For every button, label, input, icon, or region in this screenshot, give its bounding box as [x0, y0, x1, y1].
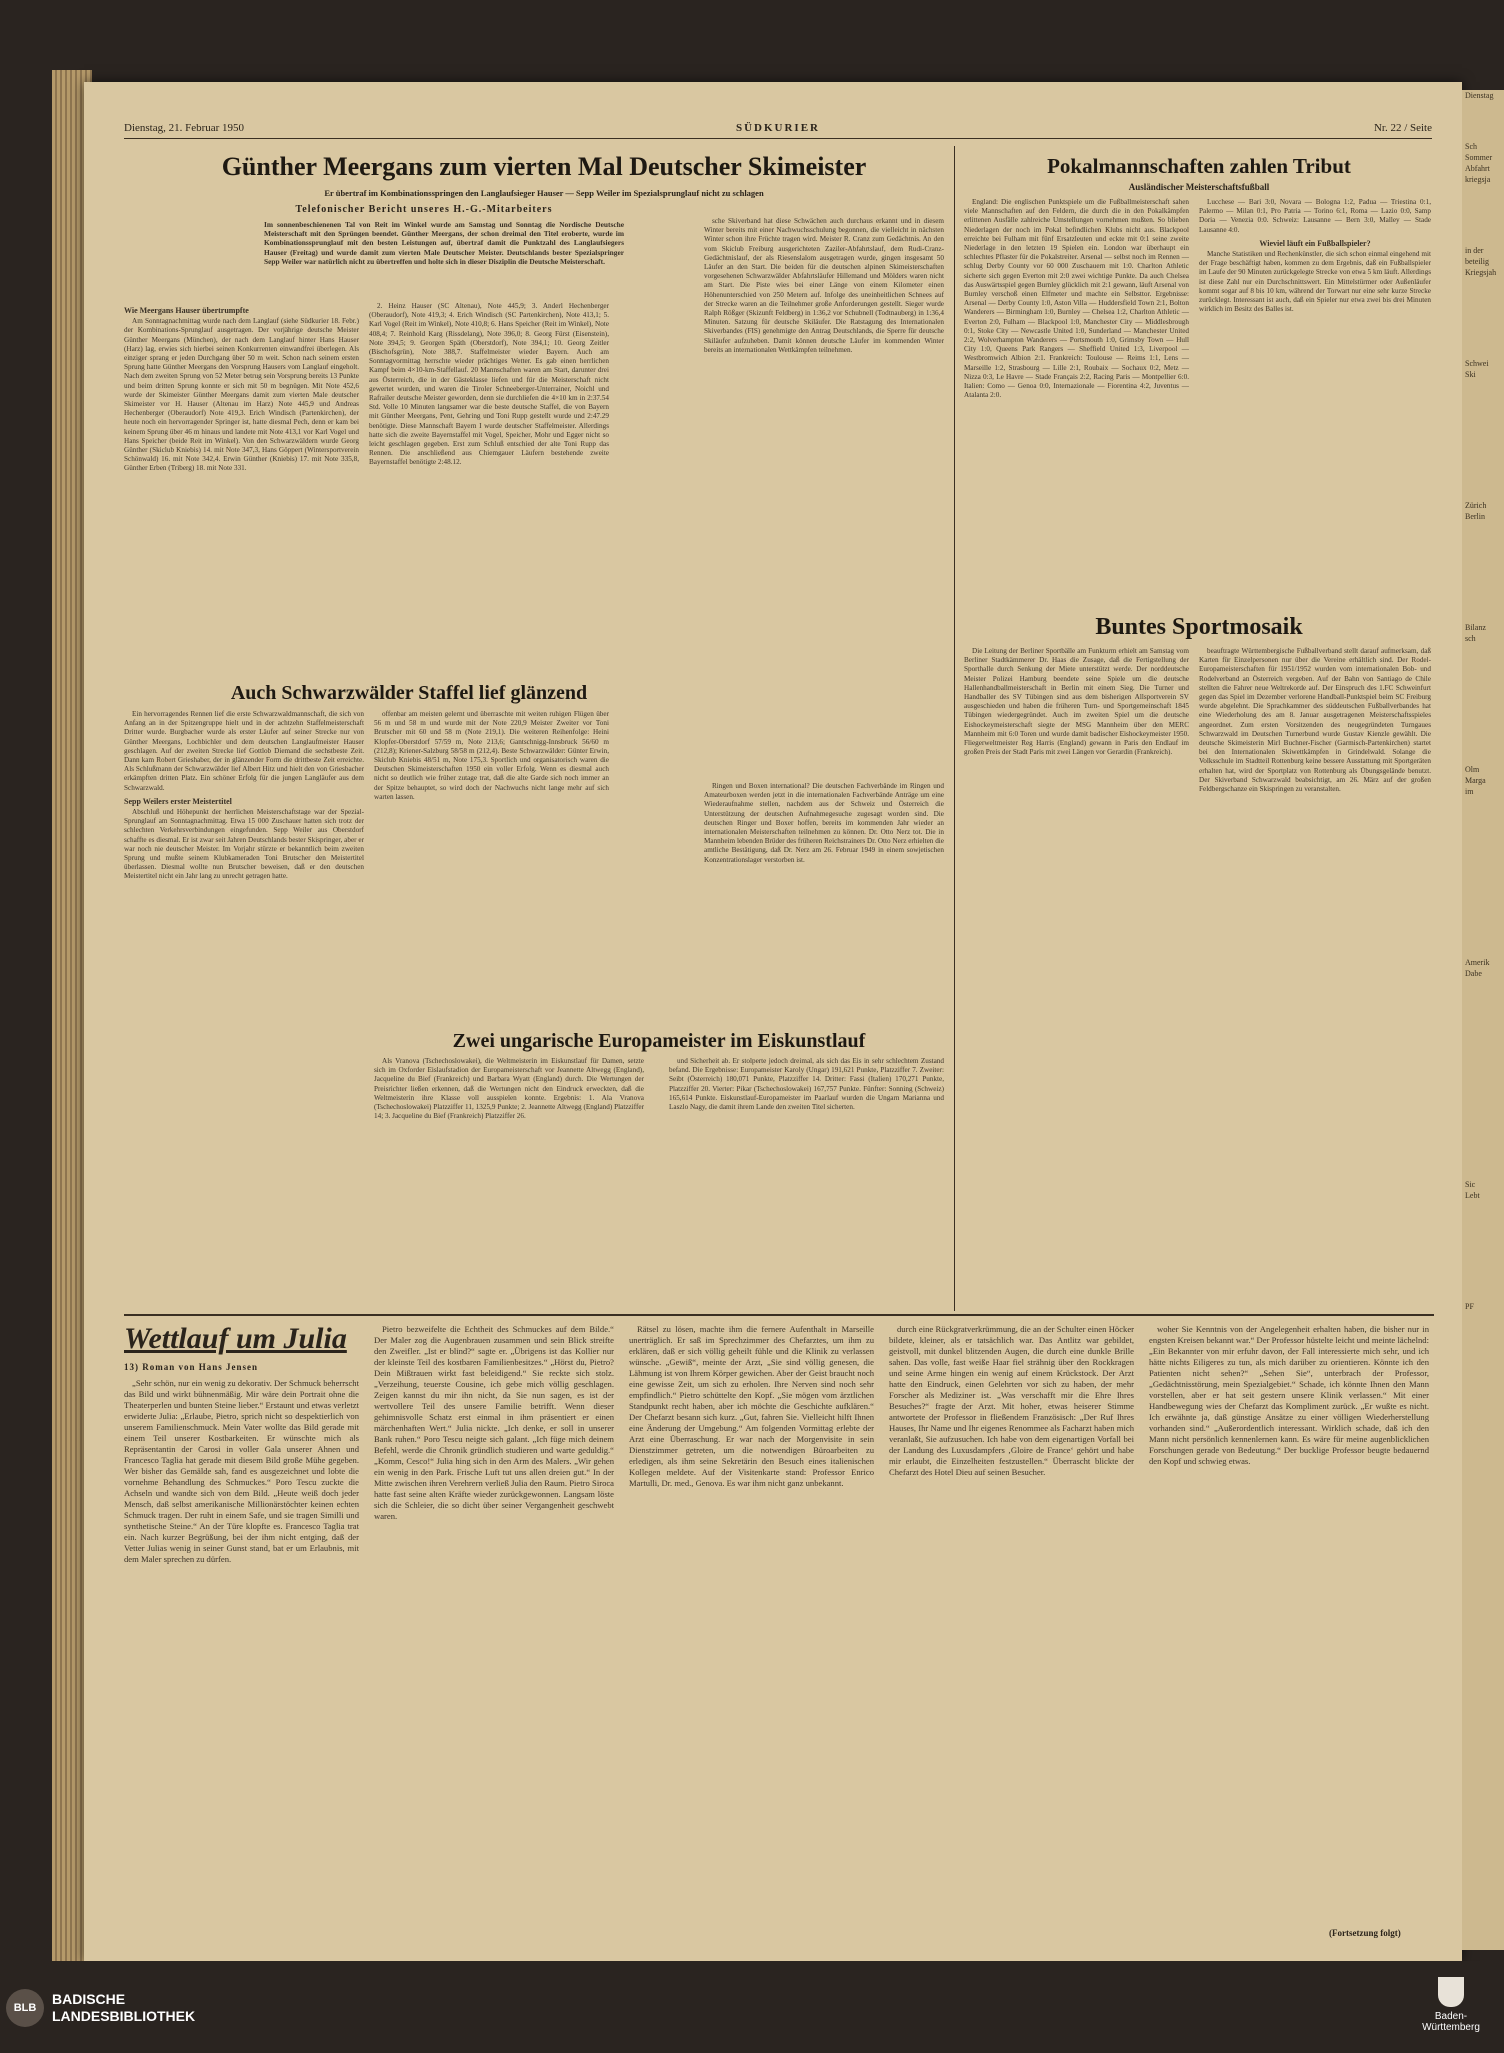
fragment-text: sch [1465, 634, 1476, 643]
fragment-text: Sch [1465, 142, 1477, 151]
section-heading: Sepp Weilers erster Meistertitel [124, 796, 232, 806]
fragment-text: Bilanz [1465, 623, 1486, 632]
fragment-text: Schwei [1465, 359, 1489, 368]
paragraph: „Sehr schön, nur ein wenig zu dekorativ. Der Schmuck beherrscht das Bild und wirkt bühnenmäßig. Mir wäre dein Portrait ohne die Theaterperlen und bunten Steine lieber.“ Erstaunt und etwas verletzt erwiderte Julia: „Erlaube, Pietro, sprich nicht so despektierlich von unserem Familienschmuck. Mein Vater wollte das Bild gerade mit einem Teil unserer Kostbarkeiten. Er wünschte mich als Repräsentantin der Carosi in voller Gala unserer Ahnen und Francesco Taglia hat gerade mit diesem Bild große Mühe gegeben. Wer bisher das Gemälde sah, fand es ausgezeichnet und lobte die vornehme Behandlung des Schmuckes.“ Poro Tescu zuckte die Achseln und wandte sich von dem Bild. „Heute weiß doch jeder Mensch, daß selbst amerikanische Millionärstöchter keinen echten Schmuck tragen. Der ruht in einem Safe, und sie tragen Similli und synthetische Steine.“ An der Türe klopfte es. Francesco Taglia trat ein. Nach kurzer Begrüßung, bei der ihm nicht entging, daß der Vetter Julias wenig in seiner Gunst stand, bat er um Erlaubnis, mit dem Maler sprechen zu dürfen. [124, 1378, 359, 1564]
article-byline: Telefonischer Bericht unseres H.-G.-Mitarbeiters [295, 204, 553, 215]
fragment-text: kriegsja [1465, 175, 1491, 184]
library-name-line2: LANDESBIBLIOTHEK [52, 2008, 196, 2024]
paragraph: Rätsel zu lösen, machte ihm die fernere Aufenthalt in Marseille unerträglich. Er saß im Sprechzimmer des Chefarztes, um ihm zu erklären, daß er sich völlig geheilt fühle und die Klinik zu verlassen wünsche. „Gewiß“, meinte der Arzt, „Sie sind völlig genesen, die Lähmung ist von Ihrem Körper gewichen. Aber der Geist braucht noch eine gewisse Zeit, um sich zu erholen. Ihre Nerven sind noch sehr empfindlich.“ Pietro schüttelte den Kopf. „Sie mögen vom ärztlichen Standpunkt recht haben, aber ich möchte die Geschichte aufklären.“ Der Chefarzt besann sich kurz. „Gut, fahren Sie. Vielleicht hilft Ihnen eine Änderung der Umgebung.“ Am folgenden Vormittag erlebte der Arzt eine Überraschung. Er war nach der Morgenvisite in sein Dienstzimmer getreten, um die notwendigen Büroarbeiten zu erledigen, als ihm seine Sekretärin den Besuch eines italienischen Kollegen meldete. Auf der Visitenkarte stand: Professor Enrico Martulli, Dr. med., Genova. Es war ihm nicht ganz unbekannt. [629, 1324, 874, 1488]
paragraph: Abschluß und Höhepunkt der herrlichen Meisterschaftstage war der Spezial-Sprunglauf am Sonntagnachmittag. Etwa 15 000 Zuschauer hatten sich trotz der schlechten Verkehrsverbindungen eingefunden. Sepp Weiler aus Oberstdorf schaffte es diesmal. Er ist zwar seit Jahren Deutschlands bester Skispringer, aber er war noch nie deutscher Meister. Im Vorjahr stürzte er bekanntlich beim zweiten Sprung und mußte seinem Klubkameraden Toni Brutscher den Meistertitel überlassen. Diesmal wollte nun Brutscher beweisen, daß er den deutschen Meistertitel nicht ein Jahr lang zu unrecht getragen hatte. [124, 808, 364, 881]
next-page-edge [1462, 90, 1504, 1950]
fragment-text: beteilig [1465, 257, 1489, 266]
page-header [124, 122, 1432, 139]
fragment-text: Lebt [1465, 1191, 1480, 1200]
article-subtitle-skimeister: Er übertraf im Kombinationsspringen den Langlaufsieger Hauser — Sepp Weiler im Spezialsprunglauf nicht zu schlagen [324, 188, 764, 198]
article5-column-2 [1199, 647, 1431, 1307]
fragment-text: PF [1465, 1302, 1474, 1311]
paragraph: durch eine Rückgratverkrümmung, die an der Schulter einen Höcker bildete, kleiner, als er tatsächlich war. Das Antlitz war gebildet, geistvoll, mit dunkel blitzenden Augen, die durch eine dunkle Brille sahen. Das volle, fast weiße Haar fiel strähnig über den Rockkragen und seine Arme hingen ein wenig auf einem Krückstock. Der Arzt hatte den Eindruck, einen Gelehrten vor sich zu haben, der mehr Forscher als Mediziner ist. „Was verschafft mir die Ehre Ihres Besuches?“ fragte der Arzt. Mit hoher, etwas heiserer Stimme antwortete der Professor in fließendem Französisch: „Der Ruf Ihres Hauses, Ihr Name und Ihr eigenes Renommee als Facharzt haben mich veranlaßt, Sie aufzusuchen. Ich habe von dem eigenartigen Vorfall bei der Landung des Luxusdampfers ‚Gloire de France‘ gehört und habe mir erlaubt, die Einzelheiten festzustellen.“ Überrascht blickte der Chefarzt des Hotel Dieu auf seinen Besucher. [889, 1324, 1134, 1477]
paragraph: und Sicherheit ab. Er stolperte jedoch dreimal, als sich das Eis in sehr schlechtem Zustand befand. Die Ergebnisse: Europameister Karoly (Ungar) 191,621 Punkte, Platzziffer 7. Zweiter: Seibt (Österreich) 180,071 Punkte, Platzziffer 14. Dritter: Fassi (Italien) 170,271 Punkte, Platzziffer 20. Vierter: Pikar (Tschechoslowakei) 167,757 Punkte. Fünfter: Sonning (Schweiz) 165,614 Punkte. Eiskunstlauf-Europameister im Paarlauf wurden die Ungarn Marianna und Laszlo Nagy, die damit ihrem Lande den zweiten Titel sicherten. [669, 1057, 944, 1112]
paragraph: 2. Heinz Hauser (SC Altenau), Note 445,9; 3. Anderl Hechenberger (Oberaudorf), Note 419,3; 4. Erich Windisch (SC Partenkirchen), Note 413,1; 5. Karl Vogel (Reit im Winkel), Note 410,8; 6. Hans Speicher (Reit im Winkel), Note 408,4; 7. Reinhold Karg (Rissdelang), Note 396,0; 8. Georg Fürst (Eisenstein), Note 394,5; 9. Georgen Späth (Oberstdorf), Note 394,1; 10. Georg Zeitler (Bischofsgrün), Note 388,7. Staffelmeister wieder Bayern. Auch am Sonntagvormittag herrschte wieder prächtiges Wetter. Es gab einen herrlichen Kampf beim 4×10-km-Staffellauf. 20 Mannschaften waren am Start, darunter drei aus Österreich, die in der Gästeklasse liefen und für die Meisterschaft nicht gewertet wurden, und waren die Tiroler Schneeberger-Unterrainer, Noichl und Rafrailer deutsche Meister geworden, denn sie durchliefen die 4×10 km in 2:37.54 Std. Volle 10 Minuten langsamer war die beste deutsche Staffel, die von Bayern mit Günther Meergans, Pent, Gehring und Toni Rupp gestellt wurde und 2:47.29 benötigte. Diese Mannschaft Bayern I wurde deutscher Staffelmeister. Allerdings hatte sich die zweite Bayernstaffel mit Vogel, Speicher, Mohr und Egger nicht so leicht geschlagen gegeben. Erst zum Schluß entschied der alte Toni Rupp das Rennen. Die anschließend aus Chiemgauer Läufern bestehende zweite Bayernstaffel benötigte 2:48.12. [369, 302, 609, 467]
article5-column-1 [964, 647, 1189, 1307]
header-paper-name: SÜDKURIER [735, 122, 820, 134]
article-title-skimeister: Günther Meergans zum vierten Mal Deutscher Skimeister [221, 152, 867, 181]
fragment-text: Dabe [1465, 969, 1482, 978]
article-title-eiskunstlauf: Zwei ungarische Europameister im Eiskunstlauf [452, 1030, 866, 1052]
article2-column-1 [124, 710, 364, 1310]
paragraph: England: Die englischen Punktspiele um die Fußballmeisterschaft sahen viele Mannschaften auf den Feldern, die durch die in den Pokalkämpfen erlittenen Ausfälle zahlreiche Umstellungen vornehmen mußten. So blieben Niederlagen der noch im Pokal befindlichen Klubs nicht aus. Blackpool erreichte bei Fulham mit fünf Ersatzleuten und eckte mit 0:1 seine zweite Niederlage in den letzten 19 Spielen ein. London war überhaupt ein schlechtes Pflaster für die Pokalstreiter. Arsenal — selbst noch im Rennen — schlug Derby County vor 60 000 Zuschauern mit 1:0. Charlton Athletic sicherte sich gegen Everton mit 2:0 zwei wichtige Punkte. Da auch Chelsea das Auswärtsspiel gegen Burnley glücklich mit 2:1 gewann, läuft Arsenal von Burnley verschoß einen Elfmeter und machte ein Selbsttor. Ergebnisse: Arsenal — Derby County 1:0, Aston Villa — Huddersfield Town 2:1, Bolton Wanderers — Birmingham 1:0, Burnley — Chelsea 1:2, Charlton Athletic — Everton 2:0, Fulham — Blackpool 1:0, Manchester City — Middlesbrough 0:1, Stoke City — Newcastle United 1:0, Sunderland — Manchester United 2:2, Wolverhampton Wanderers — Portsmouth 1:0, Grimsby Town — Hull City 1:0, Queens Park Rangers — Sheffield United 1:3, Liverpool — Westbromwich Albion 2:1. Frankreich: Toulouse — Reims 1:1, Lens — Marseille 1:2, Strasbourg — Lille 2:1, Roubaix — Sochaux 0:2, Metz — Nizza 0:3, Le Havre — Stade Français 2:2, Racing Paris — Montpellier 6:0. Italien: Como — Genoa 0:0, Internazionale — Fiorentina 4:2, Juventus — Atalanta 2:0. [964, 198, 1189, 400]
article3-column-1 [374, 1057, 644, 1307]
article2-column-3 [704, 782, 944, 1022]
blb-logo-icon: BLB [6, 1989, 44, 2027]
paragraph: offenbar am meisten gelernt und überraschte mit weiten ruhigen Flügen über 56 m und 58 m und wurde mit der Note 220,9 Meister Zweiter vor Toni Brutscher mit 60 und 58 m (Note 219,1). Die weiteren Reihenfolge: Heini Klopfer-Oberstdorf 57/59 m, Note 213,6; Gantschnigg-Innsbruck 56/60 m (212,8); Kriener-Salzburg 58/58 m (212,4). Beste Schwarzwälder: Günter Erwin, Skiclub Kniebis 48/51 m, Note 175,3. Sportlich und organisatorisch waren die Deutschen Skimeisterschaften 1950 ein voller Erfolg. Wenn es diesmal auch nicht so deutlich wie früher zutage trat, daß die alte Garde sich noch immer an der Spitze behauptet, so wird doch der Nachwuchs nicht lange mehr auf sich warten lassen. [374, 710, 609, 801]
paragraph: Als Vranova (Tschechoslowakei), die Weltmeisterin im Eiskunstlauf für Damen, setzte sich im Oxforder Eislaufstadion der Europameisterschaft vor Jeannette Altwegg (England), Jacqueline du Bief (Frankreich) und Barbara Wyatt (England) durch. Die Wertungen der Preisrichter ließen erkennen, daß die Wertungen nicht den Eindruck erweckten, daß die Weltmeisterin ihre Klasse voll ausspielen konnte. Ergebnis: 1. Ala Vranova (Tschechoslowakei) Platzziffer 11, 1325,9 Punkte; 2. Jeannette Altwegg (England) Platzziffer 14; 3. Jacqueline du Bief (Frankreich) Platzziffer 26. [374, 1057, 644, 1121]
serial-subtitle: 13) Roman von Hans Jensen [124, 1362, 259, 1372]
fragment-text: Ski [1465, 370, 1476, 379]
section-heading: Wie Meergans Hauser übertrumpfte [124, 306, 249, 315]
serial-column-1 [124, 1378, 359, 1938]
paragraph: sche Skiverband hat diese Schwächen auch durchaus erkannt und in diesem Winter bereits mit einer Nachwuchsschulung begonnen, die vielleicht in nächsten Winter schon ihre Früchte tragen wird. Meister R. Cranz zum Gedächtnis. An den vom Skiclub Freiburg ausgerichteten Zaziler-Abfahrtslauf, dem Rudi-Cranz-Gedächtnislauf, der als Riesenslalom ausgetragen wurde, gingen insgesamt 50 Läufer an den Start. Die beiden für die deutschen alpinen Skimeisterschaften vorgesehenen Schwarzwälder Abfahrtsläufer Hillemand und Mölders waren nicht am Start. Die Piste wies bei einer Länge von einem Kilometer einen Höhenunterschied von 250 Metern auf. Infolge des uneinheitlichen Schnees auf der Strecke waren an die Teilnehmer große Anforderungen gestellt. Sieger wurde Ralph Rößger (Skizunft Feldberg) in 1:36,2 vor Schubnell (Todtnauberg) in 1:36,4 Minuten. Satzung für deutsche Skiläufer. Die Ratstagung des Internationalen Skiverbandes (FIS) genehmigte den Antrag Deutschlands, die Sperre für deutsche Skiläufer aufzuheben. Damit können deutsche Läufer im kommenden Winter bereits an internationalen Wettkämpfen teilnehmen. [704, 217, 944, 354]
article-title-pokal: Pokalmannschaften zahlen Tribut [1047, 154, 1351, 178]
article-column-1 [124, 302, 359, 732]
article4-column-1 [964, 198, 1189, 668]
serial-column-3 [629, 1324, 874, 1938]
fragment-text: Dienstag [1465, 91, 1494, 100]
serial-column-5 [1149, 1324, 1429, 1924]
article-subtitle-pokal: Ausländischer Meisterschaftsfußball [1128, 182, 1270, 192]
state-logo [1406, 1977, 1496, 2037]
fragment-text: im [1465, 787, 1474, 796]
footer-bar [0, 1961, 1504, 2053]
header-date: Dienstag, 21. Februar 1950 [124, 122, 245, 134]
article2-column-2 [374, 710, 609, 1000]
serial-continued: (Fortsetzung folgt) [1329, 1928, 1401, 1938]
paragraph: Pietro bezweifelte die Echtheit des Schmuckes auf dem Bilde.“ Der Maler zog die Augenbrauen zusammen und sein Blick streifte den Zweifler. „Ist er blind?“ sagte er. „Übrigens ist das Kollier nur der kleinste Teil des kostbaren Familienbesitzes.“ „Hörst du, Pietro? Dein Mißtrauen wirkt fast beleidigend.“ Sie reckte sich stolz. „Verzeihung, teuerste Cousine, ich gebe mich völlig geschlagen. Zeigen kannst du mir ihn nicht, da Sie nun sagen, es ist der wertvollere Teil des unsere Familie betrifft. Wenn dieser gehimnisvolle Schatz erst einmal in ihm präsentiert er einen märchenhaften Wert.“ Julia nickte. „Ich denke, er soll in unserer Bank ruhen.“ Poro Tescu neigte sich galant. „Ich füge mich deinem Befehl, werde die Chronik gründlich studieren und warte geduldig.“ „Komm, Cesco!“ Julia hing sich in den Arm des Malers. „Wir gehen ein wenig in den Park. Frische Luft tut uns allen dreien gut.“ In der Mitte zwischen ihren Verehrern verließ Julia den Raum. Pietro Siroca hatte fast seine alten Kräfte wieder zurückgewonnen. Langsam löste sich die Schleier, die so dicht über seiner Vergangenheit geschwebt waren. [374, 1324, 614, 1521]
article3-column-2 [669, 1057, 944, 1307]
library-name [52, 1991, 195, 2025]
newspaper-page [84, 82, 1462, 1962]
fragment-text: Amerik [1465, 958, 1490, 967]
serial-title: Wettlauf um Julia [124, 1322, 347, 1355]
paragraph: Manche Statistiken und Rechenkünstler, die sich schon einmal eingehend mit der Frage beschäftigt haben, kommen zu dem Ergebnis, daß ein Fußballspieler im Laufe der 90 Minuten zurückgelegte Strecke von etwa 5 km läuft. Allerdings ist diese Zahl nur ein Durchschnittswert. Ein Mittelstürmer oder Außenläufer kommt sogar auf 8 bis 10 km, während der Torwart nur eine sehr kurze Strecke zurücklegt. Interessant ist auch, daß ein Spieler nur etwa zwei bis drei Minuten wirklich im Besitz des Balles ist. [1199, 250, 1431, 314]
horizontal-divider [124, 1314, 1434, 1316]
paragraph: Ein hervorragendes Rennen lief die erste Schwarzwaldmannschaft, die sich von Anfang an in der Spitzengruppe hielt und in der achtzehn Staffelmeisterschaft Dritter wurde. Burgbacher wurde als erster Läufer auf seiner Strecke nur von Günther Meergans, Lochbichler und dem deutschen Langlaufmeister Hauser geschlagen. Auf der zweiten Strecke lief Gottlob Diemand die sechstbeste Zeit. Dann kam Robert Grieshaber, der in glänzender Form die drittbeste Zeit erreichte. Als Schlußmann der Schwarzwälder lief Albert Hitz und hielt den von Griesbacher erkämpften dritten Platz. Ein schöner Erfolg für die jungen Langläufer aus dem Schwarzwald. [124, 710, 364, 792]
column-divider [954, 146, 955, 1311]
paragraph: Ringen und Boxen international? Die deutschen Fachverbände im Ringen und Amateurboxen werden jetzt in die internationalen Fachverbände Anträge um eine Wiederaufnahme stellen, nachdem aus der Schweiz und Österreich die Unterstützung der deutschen Aufnahmegesuche zugesagt worden sind. Die deutschen Ringer und Boxer hoffen, bereits im kommenden Jahr wieder an internationalen Meisterschaften teilnehmen zu können. Dr. Otto Nerz tot. Die in Mannheim lebenden Brüder des früheren Reichstrainers Dr. Otto Nerz erhielten die amtliche Bestätigung, daß Dr. Nerz am 26. Februar 1949 in einem sowjetischen Konzentrationslager verstorben ist. [704, 782, 944, 864]
fragment-text: Sommer [1465, 153, 1493, 162]
fragment-text: Olm [1465, 765, 1480, 774]
article-title-staffel: Auch Schwarzwälder Staffel lief glänzend [230, 682, 588, 704]
article-lead: Im sonnenbeschienenen Tal von Reit im Winkel wurde am Samstag und Sonntag die Nordische Deutsche Meisterschaft mit den Sprüngen beendet. Günther Meergans, der schon dreimal den Titel eroberte, wurde im Kombinationssprunglauf mit den besten Leistungen auf, übertraf damit die Punktzahl des Langlaufsiegers Hauser (Freitag) und wurde damit zum vierten Male Deutscher Meister. Deutschlands bester Spezialspringer Sepp Weiler war natürlich nicht zu übertreffen und holte sich in dieser Disziplin die Deutsche Meisterschaft. [264, 220, 624, 266]
fragment-text: in der [1465, 246, 1484, 255]
paragraph: beauftragte Württembergische Fußballverband stellt darauf aufmerksam, daß Karten für Einzelpersonen nur über die Vereine erhältlich sind. Der Rodel-Europameisterschaften für 1951/1952 wurden vom internationalen Bob- und Rodelverband an Österreich vergeben. Auf der Bahn von Santiago de Chile stellten die Fahrer neue Weltrekorde auf. Der Einspruch des 1.FC Schweinfurt gegen das Spiel im Dezember verlorene Handball-Punktspiel beim SC Freiburg wurde abgelehnt. Die Sprachkammer des süddeutschen Fußballverbandes hat eine Wiederholung des am 8. Januar ausgetragenen Meisterschaftsspieles angeordnet. Zum ersten Vorsitzenden des neugegründeten Turngaues Schwarzwald im Deutschen Turnerbund wurde Gustav Kienzle gewählt. Die deutsche Skimeisterin Mirl Buchner-Fischer (Garmisch-Partenkirchen) startet bei den Internationalen Skiwettkämpfen in Grindelwald. Solange die Volksschule im Stadtteil Rottenburg keine bessere Ausstattung mit Sportgeräten erhalten hat, wird der Sportplatz von Rottenburg als Übungsgelände benutzt. Der Skiverband Schwarzwald beabsichtigt, am 26. März auf der großen Feldbergschanze ein Skispringen zu veranstalten. [1199, 647, 1431, 794]
serial-column-2 [374, 1324, 614, 1938]
paragraph: Lucchese — Bari 3:0, Novara — Bologna 1:2, Padua — Triestina 0:1, Palermo — Milan 0:1, Pro Patria — Torino 6:1, Roma — Lazio 0:0, Samp Doria — Venezia 0:0. Schweiz: Lausanne — Bern 3:0, Malley — Stade Lausanne 4:0. [1199, 198, 1431, 234]
paragraph: woher Sie Kenntnis von der Angelegenheit erhalten haben, die bisher nur in engsten Kreisen bekannt war.“ Der Professor hüstelte leicht und meinte lächelnd: „Ein Bekannter von mir erfuhr davon, der Fall interessierte mich sehr, und ich hätte nichts Eiligeres zu tun, als mich darüber zu orientieren. Könnte ich den Patienten nicht sehen?“ „Sehen Sie“, unterbrach der Professor, „Gedächtnisstörung, mein Spezialgebiet.“ Schade, ich könnte Ihnen den Mann vorstellen, aber er hat seit gestern unsere Klinik verlassen.“ Mit einer Handbewegung wies der Chefarzt das Kompliment zurück. „Er wußte es nicht. Ich erwähnte ja, daß günstige Ansätze zu einer völligen Wiederherstellung vorhanden sind.“ „Außerordentlich interessant. Wirklich schade, daß ich den Mann nicht persönlich kennenlernen kann. Es wäre für meine augenblicklichen Forschungen gerade von Bedeutung.“ Der bucklige Professor beugte bedauernd den Kopf und schwieg etwas. [1149, 1324, 1429, 1466]
state-name: Baden-Württemberg [1422, 2011, 1480, 2033]
article-column-3 [704, 217, 944, 777]
section-heading: Wieviel läuft ein Fußballspieler? [1259, 238, 1371, 248]
library-name-line1: BADISCHE [52, 1991, 126, 2007]
fragment-text: Abfahrt [1465, 164, 1490, 173]
paragraph: Am Sonntagnachmittag wurde nach dem Langlauf (siehe Südkurier 18. Febr.) der Kombinations-Sprunglauf ausgetragen. Der vorjährige deutsche Meister Günther Meergans (München), der nach dem Langlauf hinter Hans Hauser (Harz) lag, erwies sich hierbei seinen Konkurrenten einwandfrei überlegen. Als einziger sprang er jeden Durchgang über 50 m weit. Schon nach seinem ersten Sprung hatte Günther Meergans den Vorsprung Hausers vom Langlauf eingeholt. Nach dem zweiten Sprung von 52 Meter betrug sein Vorsprung bereits 13 Punkte und beim dritten Sprung konnte er sich mit 50 m begnügen. Mit Note 452,6 wurde der Skimeister Günther Meergans damit zum vierten Male deutscher Skimeister vor H. Hauser (Altenau im Harz) Note 445,9 und Andreas Hechenberger (Oberaudorf) Note 419,3. Erich Windisch (Partenkirchen), der heute noch ein hervorragender Springer ist, hatte diesmal Pech, denn er kam bei keinem Sprung über 46 m hinaus und landete mit Note 413,1 vor Karl Vogel und Hans Speicher (beide Reit im Winkel). Von den Schwarzwäldern wurde Georg Günther (Skiclub Kniebis) 14. mit Note 347,3, Hans Göppert (Wintersportverein Schönwald) 16. mit Note 342,4. Erwin Günther (Kniebis) 17. mit Note 335,8, Günther Erben (Triberg) 18. mit Note 331. [124, 317, 359, 473]
article-column-2 [369, 302, 609, 732]
fragment-text: Zürich [1465, 501, 1487, 510]
article-title-sportmosaik: Buntes Sportmosaik [1095, 614, 1303, 640]
article4-column-2 [1199, 198, 1431, 668]
header-page-number: Nr. 22 / Seite [1373, 122, 1432, 134]
fragment-text: Berlin [1465, 512, 1485, 521]
fragment-text: Marga [1465, 776, 1486, 785]
paragraph: Die Leitung der Berliner Sportbälle am Funkturm erhielt am Samstag vom Berliner Stadtkämmerer Dr. Haas die Zusage, daß die Fertigstellung der Sporthalle durch Senkung der Miete unterstützt werde. Der norddeutsche Meister Polizei Hamburg beendete seine Spiele um die deutsche Hallenhandballmeisterschaft in Berlin mit einem Sieg. Die Turner und Handballer des SV Tübingen sind aus dem bisherigen Allsportverein SV ausgeschieden und haben die früheren Turn- und Sportgemeinschaft 1845 Tübingen wiedergegründet. Auch im zweiten Spiel um die deutsche Eishockeymeisterschaft siegte der MSG Mannheim über den MERC Mannheim mit 6:0 Toren und wurde damit badischer Eishockeymeister 1950. Fliegerweltmeister Reg Harris (England) gewann in Paris den Endlauf im großen Preis der Stadt Paris mit zwei Längen vor Gerardin (Frankreich). [964, 647, 1189, 757]
serial-column-4 [889, 1324, 1134, 1938]
fragment-text: Sic [1465, 1180, 1476, 1189]
coat-of-arms-icon [1438, 1977, 1464, 2007]
fragment-text: Kriegsjah [1465, 268, 1497, 277]
